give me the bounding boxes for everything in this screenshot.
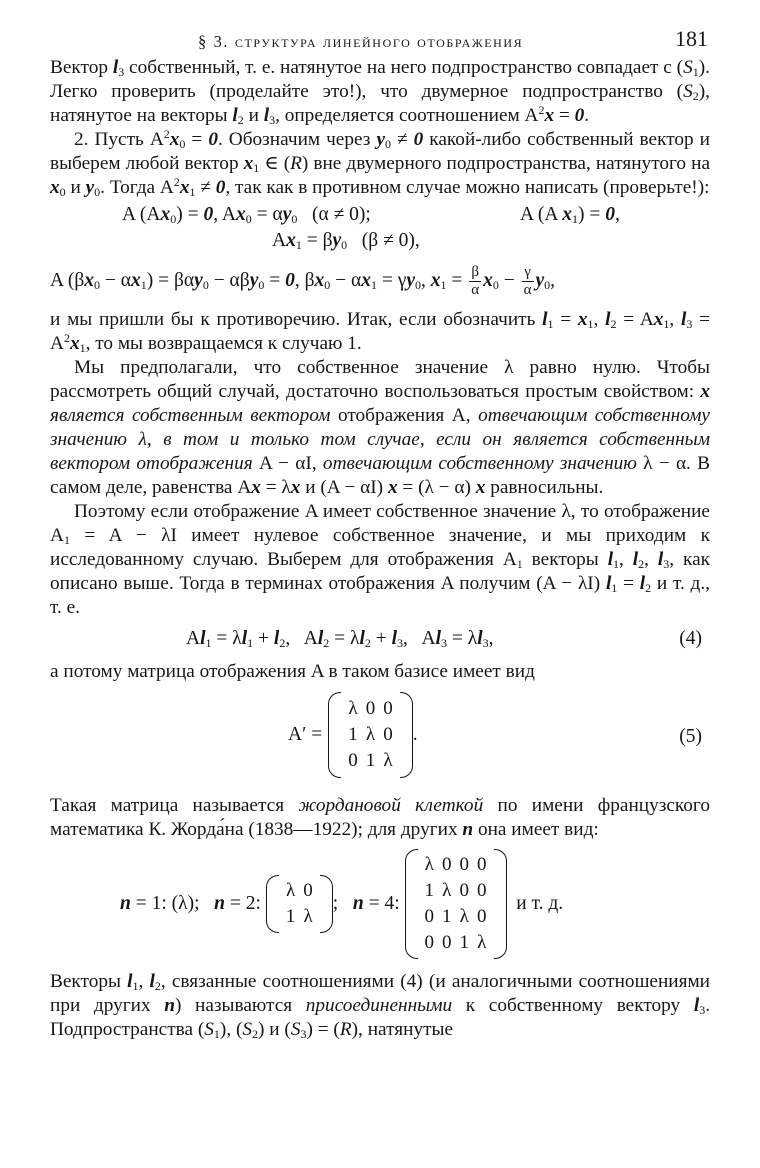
paragraph-5: Поэтому если отображение A имеет собственное значение λ, то отображение $A_1 = A - \lambda I$ имеет нулевое собственное значение, и мы приходим к исследованному случаю. Выберем для отображения $A_1$ векторы $l_1$, $l_2$, $l_3$, как описано выше. Тогда в терминах отображения A получим (A − λI) $l_1 = l_2$ и т. д., т. е.: [50, 501, 711, 618]
matrix-n4-cell-2-1: 1: [442, 906, 452, 927]
matrix-n2-cell-0-0: λ: [285, 880, 296, 901]
matrix-n2-cell-0-1: 0: [303, 880, 313, 901]
matrix-n4-cell-0-3: 0: [477, 854, 487, 875]
matrix-n4-cell-0-1: 0: [442, 854, 452, 875]
matrix-a-prime-cell-2-2: λ: [383, 750, 393, 771]
matrix-n4-cell-3-1: 0: [442, 932, 452, 953]
matrix-n2-cell-1-1: λ: [303, 906, 313, 927]
matrix-n4-cell-1-2: 0: [459, 880, 469, 901]
matrix-n4-cell-1-0: 1: [424, 880, 434, 901]
equation-line-1: A $(Ax_0) = 0$, $Ax_0 = \alpha y_0$ (α ≠ 0); A (A $x_1) = 0$,: [122, 204, 620, 226]
paragraph-8: Векторы $l_1$, $l_2$, связанные соотношениями (4) (и аналогичными соотношениями при других n) называются присоединенными к собственному вектору $l_3$. Подпространства $(S_1)$, $(S_2)$ и $(S_3) = (R)$, натянутые: [50, 971, 711, 1041]
equation-4: $Al_1 = \lambda l_1 + l_2$, $Al_2 = \lambda l_2 + l_3$, $Al_3 = \lambda l_3$, (4): [186, 628, 702, 650]
paragraph-2: 2. Пусть $A^2x_0 = 0$. Обозначим через $y_0 \ne 0$ какой-либо собственный вектор и выберем любой вектор $x_1$ ∈ (R) вне двумерного подпространства, натянутого на $x_0$ и $y_0$. Тогда $A^2x_1 \ne 0$, так как в противном случае можно написать (проверьте!):: [50, 127, 711, 199]
matrix-n4-cell-1-1: λ: [442, 880, 452, 901]
matrix-n4-cell-3-2: 1: [459, 932, 469, 953]
matrix-a-prime-cell-0-2: 0: [383, 698, 393, 719]
paragraph-7: Такая матрица называется жордановой клеткой по имени французского математика К. Жорда́на (1838—1922); для других n она имеет вид:: [50, 795, 710, 840]
equation-line-3: A $(\beta x_0 - \alpha x_1) = \beta\alpha y_0 - \alpha\beta y_0 = 0$, $\beta x_0 - \alpha x_1 = \gamma y_0$, $x_1$ = $\frac{\beta}{\alpha}$ $x_0$ − $\frac{\gamma}{\alpha}$ $y_0$,: [50, 264, 556, 298]
matrix-a-prime-cell-1-0: 1: [348, 724, 358, 745]
equation-number-5: (5): [679, 726, 702, 747]
matrix-a-prime-cell-0-1: 0: [365, 698, 376, 719]
matrix-n2: [266, 875, 333, 933]
page: [50, 22, 710, 1042]
matrix-n4-cell-3-3: λ: [477, 932, 487, 953]
jordan-examples: n = 1: (λ); n = 2: λ 0 1 λ ; n = 4: λ 0 0 0 1 λ 0 0 0 1 λ 0 0 0 1 λ и т. д.: [50, 842, 710, 964]
matrix-A-prime: [328, 692, 413, 778]
matrix-n4-cell-3-0: 0: [424, 932, 434, 953]
equation-line-2: $Ax_1 = \beta y_0$ (β ≠ 0),: [272, 230, 420, 252]
matrix-n4-cell-0-0: λ: [424, 854, 434, 875]
paragraph-4: Мы предполагали, что собственное значение λ равно нулю. Чтобы рассмотреть общий случай, достаточно воспользоваться простым свойством: x является собственным вектором отображения A, отвечающим собственному значению λ, в том и только том случае, если он является собственным вектором отображения A − αI, отвечающим собственному значению λ − α. В самом деле, равенства Ax = λx и (A − αI) x = (λ − α) x равносильны.: [50, 357, 711, 498]
matrix-n4: [405, 849, 507, 959]
matrix-n4-cell-2-3: 0: [477, 906, 487, 927]
matrix-n4-cell-1-3: 0: [477, 880, 487, 901]
matrix-a-prime-cell-1-2: 0: [383, 724, 393, 745]
equation-number-4: (4): [679, 628, 702, 649]
matrix-n4-cell-2-2: λ: [459, 906, 469, 927]
running-header: [50, 22, 710, 56]
matrix-n2-cell-1-0: 1: [285, 906, 296, 927]
matrix-a-prime-cell-2-0: 0: [348, 750, 358, 771]
matrix-a-prime-cell-1-1: λ: [365, 724, 376, 745]
paragraph-1: Вектор $l_3$ собственный, т. е. натянутое на него подпространство совпадает с $(S_1)$. Легко проверить (проделайте это!), что двумерное подпространство $(S_2)$, натянутое на векторы $l_2$ и $l_3$, определяется соотношением $A^2x = 0$.: [50, 57, 710, 127]
matrix-n4-cell-0-2: 0: [459, 854, 469, 875]
running-title: § 3. структура линейного отображения: [198, 32, 524, 51]
matrix-a-prime-cell-0-0: λ: [348, 698, 358, 719]
page-number: 181: [675, 26, 708, 51]
paragraph-6: а потому матрица отображения A в таком базисе имеет вид: [50, 661, 535, 682]
matrix-n4-cell-2-0: 0: [424, 906, 434, 927]
matrix-a-prime-cell-2-1: 1: [365, 750, 376, 771]
paragraph-3: и мы пришли бы к противоречию. Итак, если обозначить $l_1 = x_1$, $l_2 = Ax_1$, $l_3 = A^2x_1$, то мы возвращаемся к случаю 1.: [50, 309, 710, 355]
equation-5: A′ = λ 0 0 1 λ 0 0 1 λ . (5): [50, 688, 710, 788]
